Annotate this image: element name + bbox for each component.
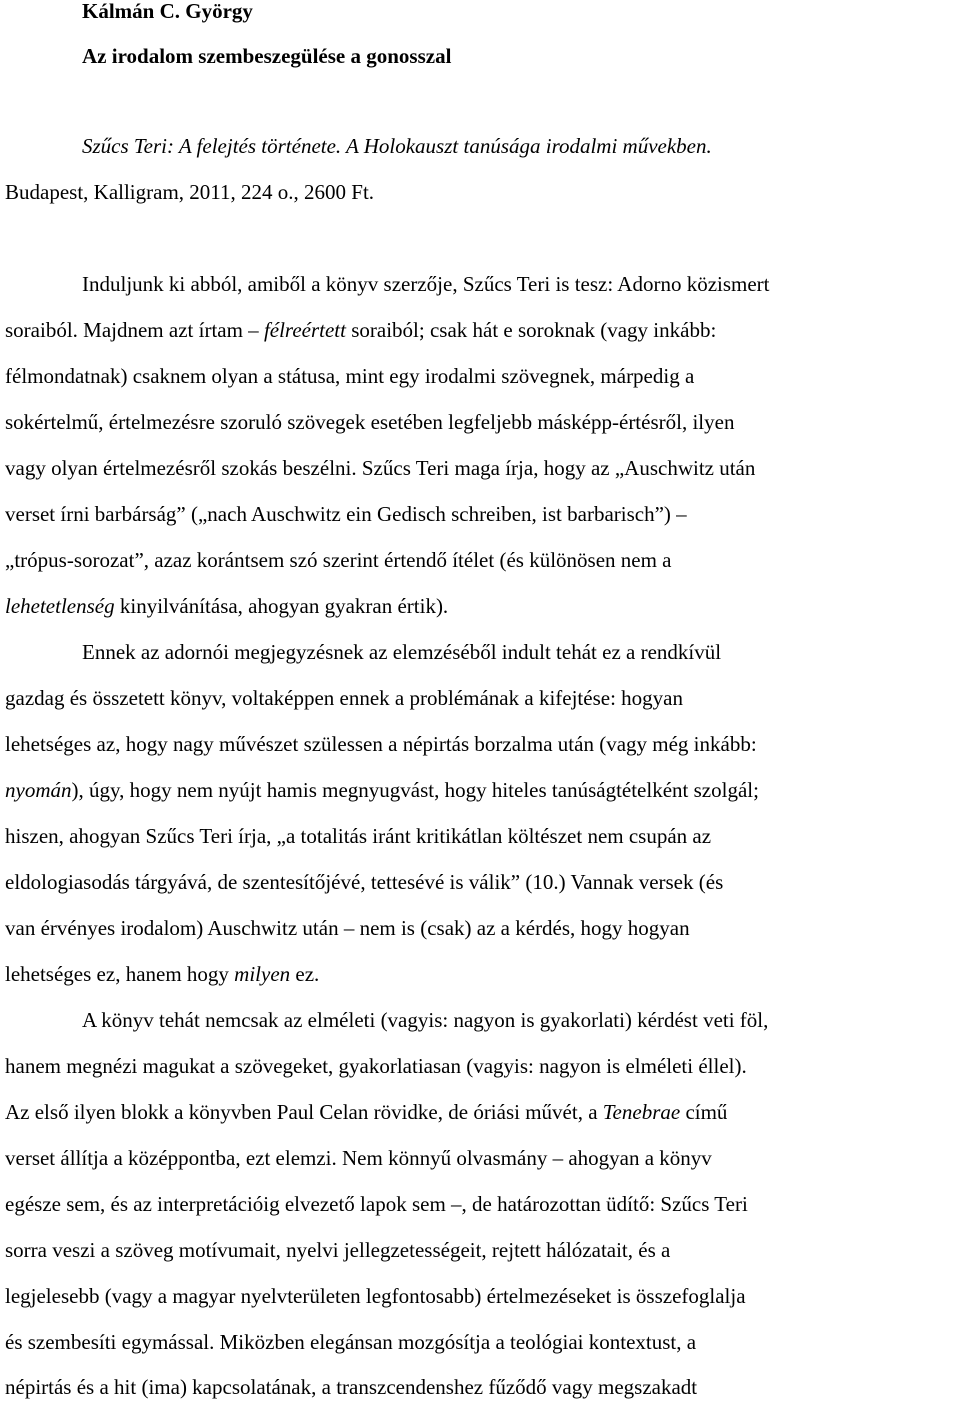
text-line: sokértelmű, értelmezésre szoruló szövegek esetében legfeljebb másképp-értésről, ilyen [5,410,735,434]
author-name: Kálmán C. György [82,0,253,23]
text-line: egésze sem, és az interpretációig elvezető lapok sem –, de határozottan üdítő: Szűcs Teri [5,1192,748,1216]
text-line: A könyv tehát nemcsak az elméleti (vagyis: nagyon is gyakorlati) kérdést veti föl, [82,1008,769,1032]
emphasis: lehetetlenség [5,594,115,618]
article-title: Az irodalom szembeszegülése a gonosszal [82,44,452,68]
text-line: és szembesíti egymással. Miközben elegánsan mozgósítja a teológiai kontextust, a [5,1330,697,1354]
text-line: „trópus-sorozat”, azaz korántsem szó szerint értendő ítélet (és különösen nem a [5,548,672,572]
text-line: verset írni barbárság” („nach Auschwitz ein Gedisch schreiben, ist barbarisch”) – [5,502,687,526]
text-line: népirtás és a hit (ima) kapcsolatának, a transzcendenshez fűződő vagy megszakadt [5,1375,698,1399]
emphasis: milyen [234,962,291,986]
emphasis: félreértett [263,318,346,342]
text-run: soraiból. Majdnem azt írtam – [5,318,264,342]
text-run: soraiból; csak hát e soroknak (vagy inkább: [345,318,717,342]
text-line: gazdag és összetett könyv, voltaképpen ennek a problémának a kifejtése: hogyan [5,686,683,710]
text-line: vagy olyan értelmezésről szokás beszélni. Szűcs Teri maga írja, hogy az „Auschwitz után [5,456,756,480]
text-line: Ennek az adornói megjegyzésnek az elemzéséből indult tehát ez a rendkívül [82,640,722,664]
text-run: ), úgy, hogy nem nyújt hamis megnyugvást, hogy hiteles tanúságtételként szolgál; [71,778,759,802]
text-line: eldologiasodás tárgyává, de szentesítőjévé, tettesévé is válik” (10.) Vannak versek (és [5,870,724,894]
text-line [5,777,759,803]
text-line: van érvényes irodalom) Auschwitz után – nem is (csak) az a kérdés, hogy hogyan [5,916,690,940]
text-run: Az első ilyen blokk a könyvben Paul Celan rövidke, de óriási művét, a [5,1100,603,1124]
text-line: verset állítja a középpontba, ezt elemzi. Nem könnyű olvasmány – ahogyan a könyv [5,1146,712,1170]
text-line: sorra veszi a szöveg motívumait, nyelvi jellegzetességeit, rejtett hálózatait, és a [5,1238,671,1262]
text-line: hiszen, ahogyan Szűcs Teri írja, „a totalitás iránt kritikátlan költészet nem csupán az [5,824,712,848]
text-run: ez. [290,962,320,986]
emphasis: Tenebrae [602,1100,681,1124]
text-line: hanem megnézi magukat a szövegeket, gyakorlatiasan (vagyis: nagyon is elméleti éllel). [5,1054,747,1078]
text-run: című [680,1100,728,1124]
text-line [5,317,716,343]
text-line: lehetséges az, hogy nagy művészet szülessen a népirtás borzalma után (vagy még inkább: [5,732,757,756]
citation-line: Budapest, Kalligram, 2011, 224 o., 2600 Ft. [5,180,375,204]
text-run: lehetséges ez, hanem hogy [5,962,235,986]
text-line: legjelesebb (vagy a magyar nyelvterületen legfontosabb) értelmezéseket is összefoglalja [5,1284,746,1308]
text-line: Induljunk ki abból, amiből a könyv szerzője, Szűcs Teri is tesz: Adorno közismert [82,272,770,296]
text-line [5,961,319,987]
citation-line: Szűcs Teri: A felejtés története. A Holokauszt tanúsága irodalmi művekben. [82,134,712,158]
emphasis: nyomán [5,778,72,802]
text-line [5,593,448,619]
text-run: kinyilvánítása, ahogyan gyakran értik). [114,594,449,618]
text-line: félmondatnak) csaknem olyan a státusa, mint egy irodalmi szövegnek, márpedig a [5,364,695,388]
text-line [5,1099,727,1125]
